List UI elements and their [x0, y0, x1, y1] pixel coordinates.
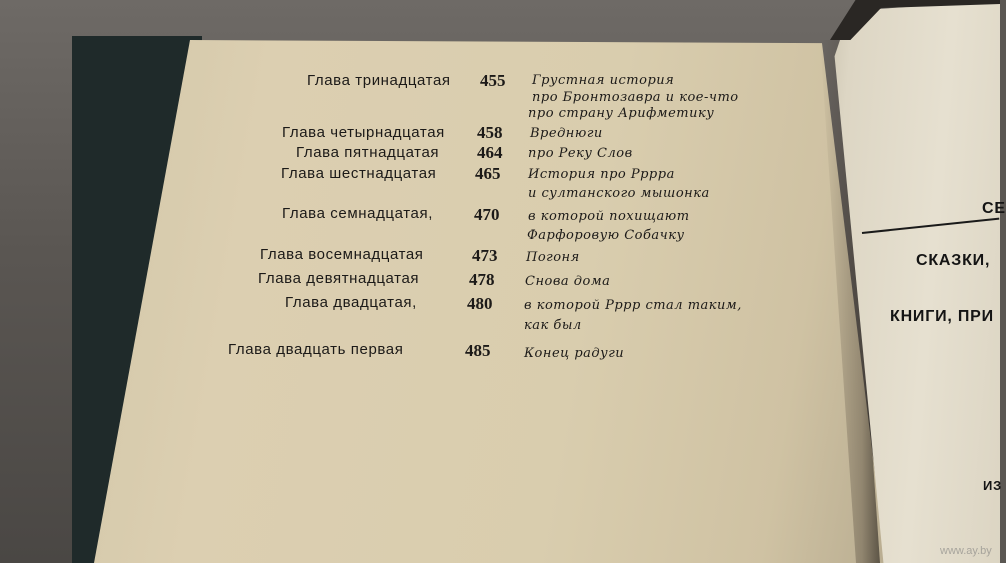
chapter-description: в которой похищают	[528, 209, 690, 224]
chapter-description: Вреднюги	[530, 126, 603, 141]
page-number: 470	[474, 205, 500, 224]
page-number: 480	[467, 294, 493, 313]
page-number: 485	[465, 341, 491, 360]
page-number: 473	[472, 246, 498, 265]
chapter-description: Снова дома	[525, 274, 611, 289]
chapter-description: в которой Рррр стал таким,	[524, 298, 742, 313]
watermark: www.ay.by	[940, 545, 992, 557]
chapter-title: Глава двадцатая,	[285, 294, 417, 311]
chapter-description: История про Рррра	[528, 167, 675, 182]
right-page-line: СКАЗКИ,	[916, 252, 991, 269]
chapter-title: Глава восемнадцатая	[260, 246, 424, 263]
chapter-title: Глава тринадцатая	[307, 72, 451, 89]
chapter-title: Глава девятнадцатая	[258, 270, 420, 287]
right-page-heading-fragment: СЕ	[982, 200, 1006, 217]
chapter-description: Конец радуги	[524, 346, 625, 361]
chapter-description: как был	[524, 318, 582, 333]
page-number: 478	[469, 270, 495, 289]
chapter-description: Погоня	[526, 250, 580, 265]
chapter-description: про Бронтозавра и кое-что	[532, 90, 739, 105]
chapter-title: Глава шестнадцатая	[281, 165, 437, 182]
right-page-line: КНИГИ, ПРИ	[890, 308, 994, 325]
page-number: 455	[480, 71, 506, 90]
chapter-title: Глава семнадцатая,	[282, 205, 433, 222]
page-number: 464	[477, 143, 503, 162]
chapter-title: Глава пятнадцатая	[296, 144, 440, 161]
chapter-description: и султанского мышонка	[528, 186, 710, 201]
right-page-line: ИЗ	[983, 478, 1003, 493]
chapter-description: про Реку Слов	[528, 146, 633, 161]
chapter-title: Глава четырнадцатая	[282, 124, 445, 141]
page-number: 458	[477, 123, 503, 142]
chapter-description: про страну Арифметику	[528, 106, 715, 121]
chapter-description: Грустная история	[532, 73, 675, 88]
page-number: 465	[475, 164, 501, 183]
chapter-description: Фарфоровую Собачку	[527, 228, 685, 243]
chapter-title: Глава двадцать первая	[228, 341, 404, 358]
